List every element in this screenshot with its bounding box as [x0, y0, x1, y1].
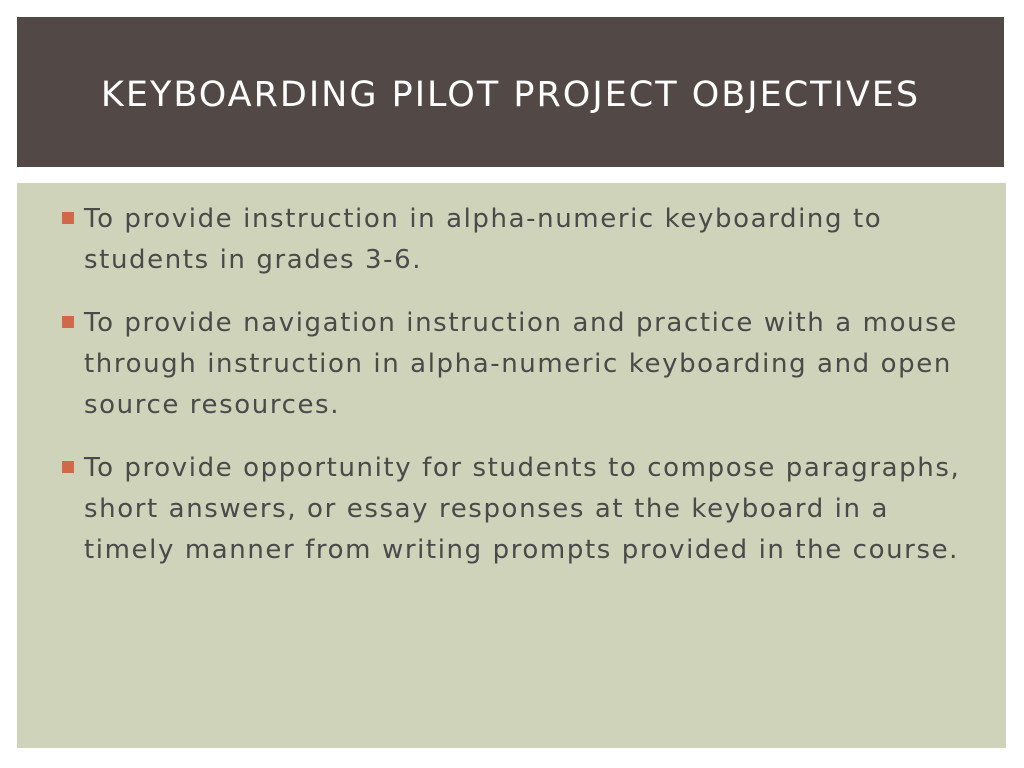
content-area	[17, 183, 1006, 748]
square-bullet-icon	[62, 461, 74, 473]
title-bar	[17, 17, 1004, 167]
square-bullet-icon	[62, 316, 74, 328]
list-item	[62, 448, 982, 571]
list-item	[62, 199, 982, 281]
square-bullet-icon	[62, 212, 74, 224]
list-item	[62, 303, 982, 426]
bullet-text: To provide navigation instruction and practice with a mouse through instruction in alpha-numeric keyboarding and open source resources.	[84, 308, 958, 420]
bullet-text: To provide instruction in alpha-numeric keyboarding to students in grades 3-6.	[84, 204, 883, 275]
objectives-list	[62, 199, 982, 593]
bullet-text: To provide opportunity for students to compose paragraphs, short answers, or essay responses at the keyboard in a timely manner from writing prompts provided in the course.	[84, 453, 961, 565]
slide-title: KEYBOARDING PILOT PROJECT OBJECTIVES	[100, 75, 921, 115]
